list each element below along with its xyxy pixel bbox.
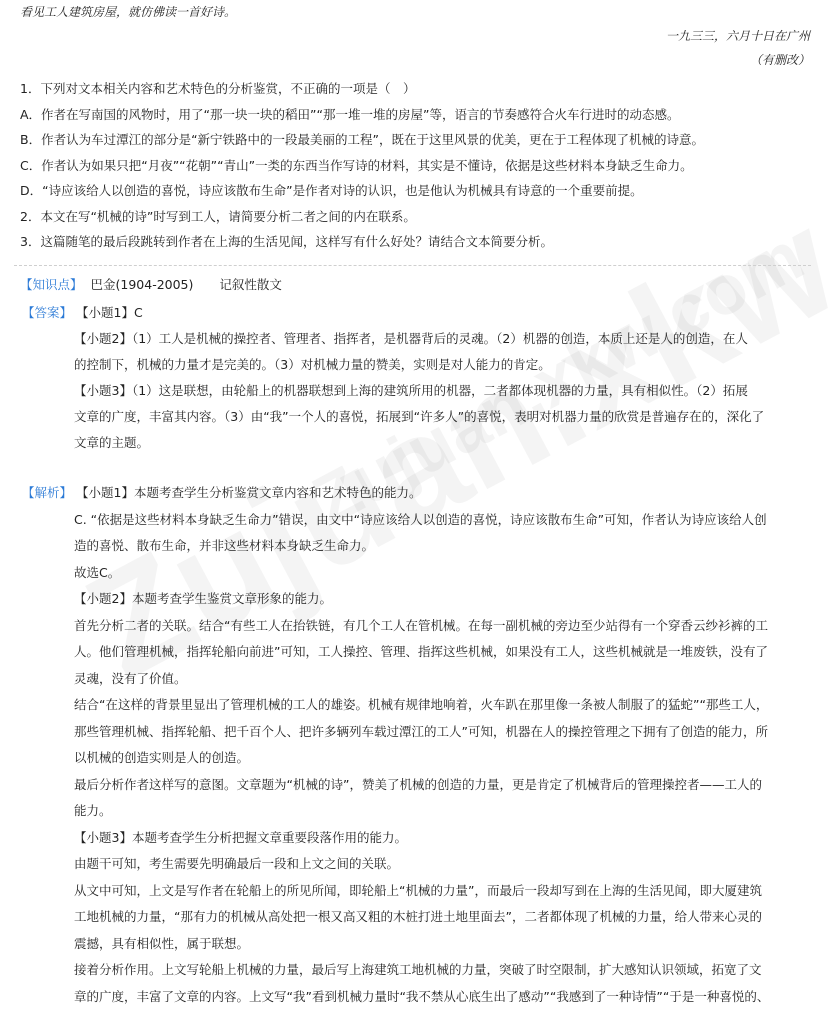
answer-section <box>22 300 812 456</box>
analysis-line: 人。他们管理机械，指挥轮船向前进”可知，工人操控、管理、指挥这些机械，如果没有工人，这些机械就是一堆废铁，没有了 <box>74 644 768 659</box>
analysis-q2-head: 【小题2】本题考查学生鉴赏文章形象的能力。 <box>74 591 332 606</box>
analysis-line: 能力。 <box>74 803 112 818</box>
answer-q3-line: 【小题3】（1）这是联想，由轮船上的机器联想到上海的建筑所用的机器，二者都体现机器的力量，具有相似性。（2）拓展 <box>74 383 748 398</box>
analysis-line: 从文中可知，上文是写作者在轮船上的所见所闻，即轮船上“机械的力量”，而最后一段却写到在上海的生活见闻，即大厦建筑 <box>74 882 762 898</box>
source-last-line: 看见工人建筑房屋，就仿佛读一首好诗。 <box>20 5 237 19</box>
question-1: 1．下列对文本相关内容和艺术特色的分析鉴赏，不正确的一项是（ ） <box>20 81 416 96</box>
analysis-q3-head: 【小题3】本题考查学生分析把握文章重要段落作用的能力。 <box>74 829 407 845</box>
knowledge-author: 巴金(1904-2005) <box>90 277 194 292</box>
analysis-line: 结合“在这样的背景里显出了管理机械的工人的雄姿。机械有规律地响着，火车趴在那里像一条被人制服了的猛蛇”“那些工人， <box>74 697 769 712</box>
question-list <box>20 76 810 255</box>
analysis-line: 接着分析作用。上文写轮船上机械的力量，最后写上海建筑工地机械的力量，突破了时空限制，扩大感知认识领域，拓宽了文 <box>74 962 762 977</box>
analysis-line: 最后分析作者这样写的意图。文章题为“机械的诗”，赞美了机械的创造的力量，更是肯定了机械背后的管理操控者——工人的 <box>74 776 762 792</box>
source-note: （有删改） <box>749 53 810 67</box>
analysis-tag: 【解析】 <box>22 485 73 500</box>
section-divider <box>14 265 811 266</box>
analysis-section <box>22 480 812 1010</box>
answer-tag: 【答案】 <box>22 305 73 320</box>
knowledge-point <box>20 273 282 297</box>
analysis-line: 以机械的创造实则是人的创造。 <box>74 750 250 765</box>
knowledge-tag: 【知识点】 <box>20 277 83 292</box>
source-text <box>20 0 810 72</box>
analysis-line: 故选C。 <box>74 564 121 580</box>
option-b: B．作者认为车过潭江的部分是“新宁铁路中的一段最美丽的工程”，既在于这里风景的优美，更在于工程体现了机械的诗意。 <box>20 132 705 147</box>
option-c: C．作者认为如果只把“月夜”“花朝”“青山”一类的东西当作写诗的材料，其实是不懂诗，依据是这些材料本身缺乏生命力。 <box>20 157 693 173</box>
answer-q3-line: 文章的广度，丰富其内容。（3）由“我”一个人的喜悦，拓展到“许多人”的喜悦，表明对机器力量的欣赏是普遍存在的，深化了 <box>74 409 765 424</box>
option-a: A．作者在写南国的风物时，用了“那一块一块的稻田”“那一堆一堆的房屋”等，语言的节奏感符合火车行进时的动态感。 <box>20 106 680 122</box>
analysis-line: C. “依据是这些材料本身缺乏生命力”错误，由文中“诗应该给人以创造的喜悦，诗应该散布生命”可知，作者认为诗应该给人创 <box>74 511 767 527</box>
analysis-line: 那些管理机械、指挥轮船、把千百个人、把许多辆列车载过潭江的工人”可知，机器在人的操控管理之下拥有了创造的能力，所 <box>74 723 768 739</box>
answer-q2-line: 的控制下，机械的力量才是完美的。（3）对机械力量的赞美，实则是对人能力的肯定。 <box>74 357 551 372</box>
source-date: 一九三三，六月十日在广州 <box>665 29 810 43</box>
question-3: 3．这篇随笔的最后段跳转到作者在上海的生活见闻，这样写有什么好处？请结合文本简要分析。 <box>20 234 553 249</box>
analysis-line: 首先分析二者的关联。结合“有些工人在抬铁链，有几个工人在管机械。在每一副机械的旁边至少站得有一个穿香云纱衫裤的工 <box>74 617 768 633</box>
answer-q1: 【小题1】C <box>76 305 143 320</box>
analysis-line: 工地机械的力量，“那有力的机械从高处把一根又高又粗的木桩打进土地里面去”，二者都体现了机械的力量，给人带来心灵的 <box>74 909 762 924</box>
analysis-line: 灵魂，没有了价值。 <box>74 670 187 686</box>
answer-q2-line: 【小题2】（1）工人是机械的操控者、管理者、指挥者，是机器背后的灵魂。（2）机器的创造，本质上还是人的创造，在人 <box>74 331 748 346</box>
analysis-line: 造的喜悦、散布生命，并非这些材料本身缺乏生命力。 <box>74 538 375 553</box>
analysis-line: 震撼，具有相似性，属于联想。 <box>74 935 250 951</box>
answer-q3-line: 文章的主题。 <box>74 435 150 450</box>
analysis-q1-head: 【小题1】本题考查学生分析鉴赏文章内容和艺术特色的能力。 <box>76 485 422 500</box>
option-d: D．“诗应该给人以创造的喜悦，诗应该散布生命”是作者对诗的认识，也是他认为机械具有诗意的一个重要前提。 <box>20 183 643 198</box>
knowledge-genre: 记叙性散文 <box>219 277 282 292</box>
question-2: 2．本文在写“机械的诗”时写到工人，请简要分析二者之间的内在联系。 <box>20 208 416 224</box>
analysis-line: 章的广度，丰富了文章的内容。上文写“我”看到机械力量时“我不禁从心底生出了感动”“我感到了一种诗情”“于是一种喜悦的、 <box>74 988 770 1004</box>
analysis-line: 由题干可知，考生需要先明确最后一段和上文之间的关联。 <box>74 856 400 871</box>
